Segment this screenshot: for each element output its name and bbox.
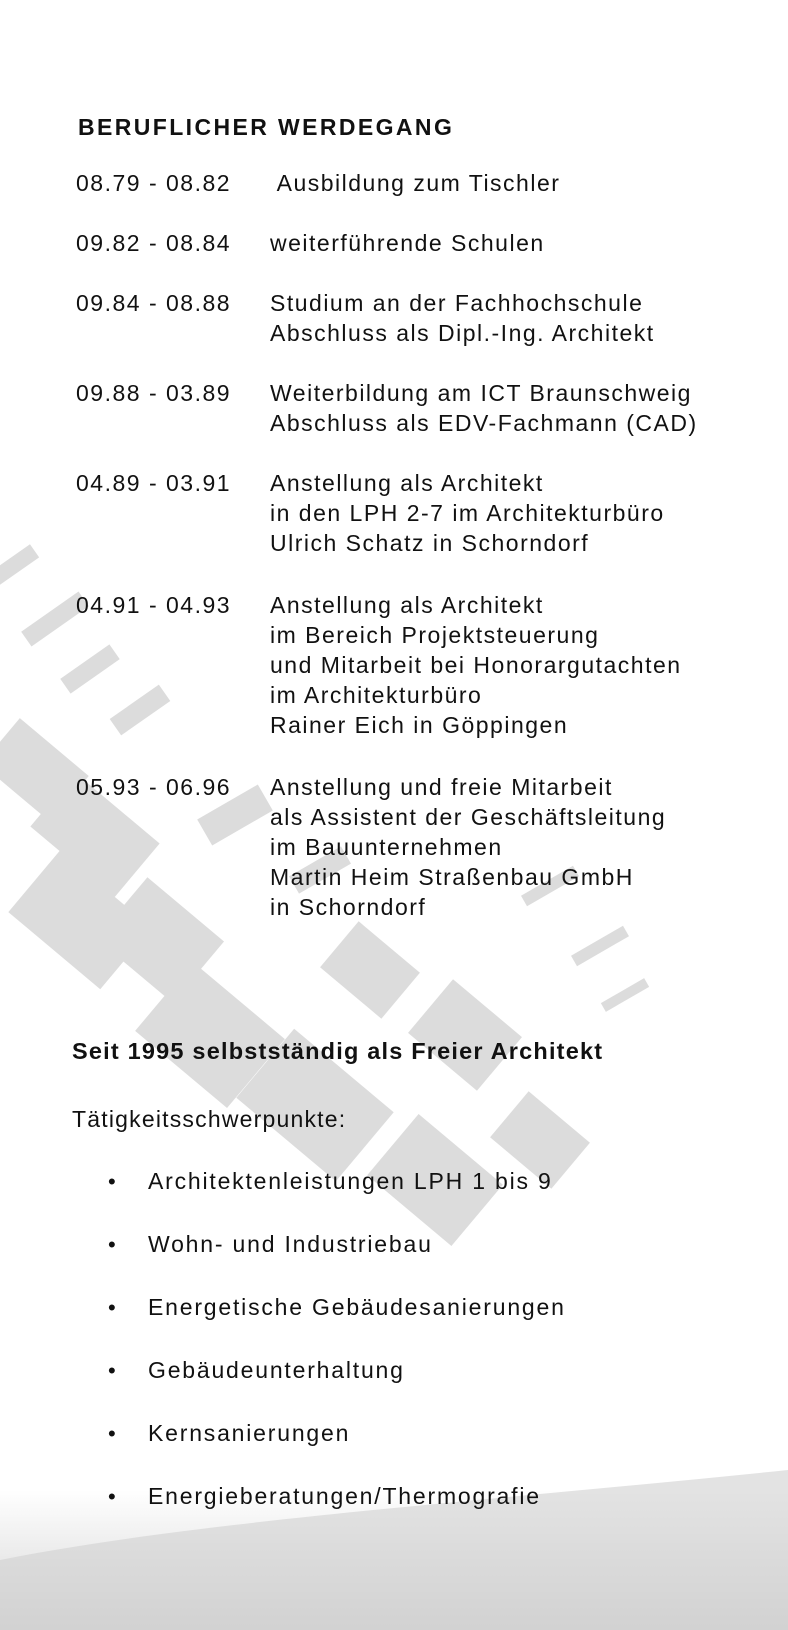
entry-line: und Mitarbeit bei Honorargutachten bbox=[270, 652, 682, 678]
self-employed-headline: Seit 1995 selbstständig als Freier Architekt bbox=[72, 1038, 604, 1064]
career-heading: BERUFLICHER WERDEGANG bbox=[78, 114, 455, 140]
entry-description bbox=[270, 168, 560, 198]
entry-period: 05.93 - 06.96 bbox=[76, 774, 232, 800]
bullet-icon: • bbox=[108, 1295, 118, 1320]
list-item bbox=[108, 1294, 566, 1321]
list-item-label: Gebäudeunterhaltung bbox=[148, 1357, 405, 1383]
entry-line: im Bereich Projektsteuerung bbox=[270, 622, 600, 648]
entry-line: Anstellung als Architekt bbox=[270, 470, 544, 496]
entry-line: in Schorndorf bbox=[270, 894, 427, 920]
entry-line: Abschluss als Dipl.-Ing. Architekt bbox=[270, 320, 655, 346]
list-item-label: Kernsanierungen bbox=[148, 1420, 351, 1446]
entry-line: weiterführende Schulen bbox=[270, 230, 545, 256]
focus-areas-label: Tätigkeitsschwerpunkte: bbox=[72, 1106, 347, 1132]
entry-description bbox=[270, 228, 545, 258]
list-item-label: Architektenleistungen LPH 1 bis 9 bbox=[148, 1168, 553, 1194]
entry-description bbox=[270, 772, 666, 922]
bullet-icon: • bbox=[108, 1169, 118, 1194]
entry-line: Rainer Eich in Göppingen bbox=[270, 712, 569, 738]
entry-line: als Assistent der Geschäftsleitung bbox=[270, 804, 667, 830]
entry-line: Studium an der Fachhochschule bbox=[270, 290, 644, 316]
entry-line: Ausbildung zum Tischler bbox=[270, 170, 561, 196]
entry-line: im Bauunternehmen bbox=[270, 834, 503, 860]
entry-description bbox=[270, 288, 655, 348]
list-item bbox=[108, 1168, 553, 1195]
entry-line: im Architekturbüro bbox=[270, 682, 483, 708]
bullet-icon: • bbox=[108, 1232, 118, 1257]
entry-description bbox=[270, 378, 698, 438]
entry-line: in den LPH 2-7 im Architekturbüro bbox=[270, 500, 665, 526]
bullet-icon: • bbox=[108, 1358, 118, 1383]
list-item bbox=[108, 1483, 541, 1510]
list-item bbox=[108, 1357, 405, 1384]
bullet-icon: • bbox=[108, 1421, 118, 1446]
entry-line: Anstellung als Architekt bbox=[270, 592, 544, 618]
entry-period: 09.84 - 08.88 bbox=[76, 290, 232, 316]
entry-period: 08.79 - 08.82 bbox=[76, 170, 232, 196]
entry-line: Anstellung und freie Mitarbeit bbox=[270, 774, 613, 800]
list-item-label: Energieberatungen/Thermografie bbox=[148, 1483, 541, 1509]
entry-period: 04.89 - 03.91 bbox=[76, 470, 232, 496]
entry-description bbox=[270, 590, 682, 740]
entry-period: 09.88 - 03.89 bbox=[76, 380, 232, 406]
entry-description bbox=[270, 468, 665, 558]
entry-period: 04.91 - 04.93 bbox=[76, 592, 232, 618]
list-item bbox=[108, 1420, 350, 1447]
list-item-label: Wohn- und Industriebau bbox=[148, 1231, 433, 1257]
list-item bbox=[108, 1231, 433, 1258]
entry-period: 09.82 - 08.84 bbox=[76, 230, 232, 256]
entry-line: Martin Heim Straßenbau GmbH bbox=[270, 864, 634, 890]
entry-line: Ulrich Schatz in Schorndorf bbox=[270, 530, 590, 556]
bullet-icon: • bbox=[108, 1484, 118, 1509]
list-item-label: Energetische Gebäudesanierungen bbox=[148, 1294, 566, 1320]
entry-line: Abschluss als EDV-Fachmann (CAD) bbox=[270, 410, 698, 436]
entry-line: Weiterbildung am ICT Braunschweig bbox=[270, 380, 692, 406]
